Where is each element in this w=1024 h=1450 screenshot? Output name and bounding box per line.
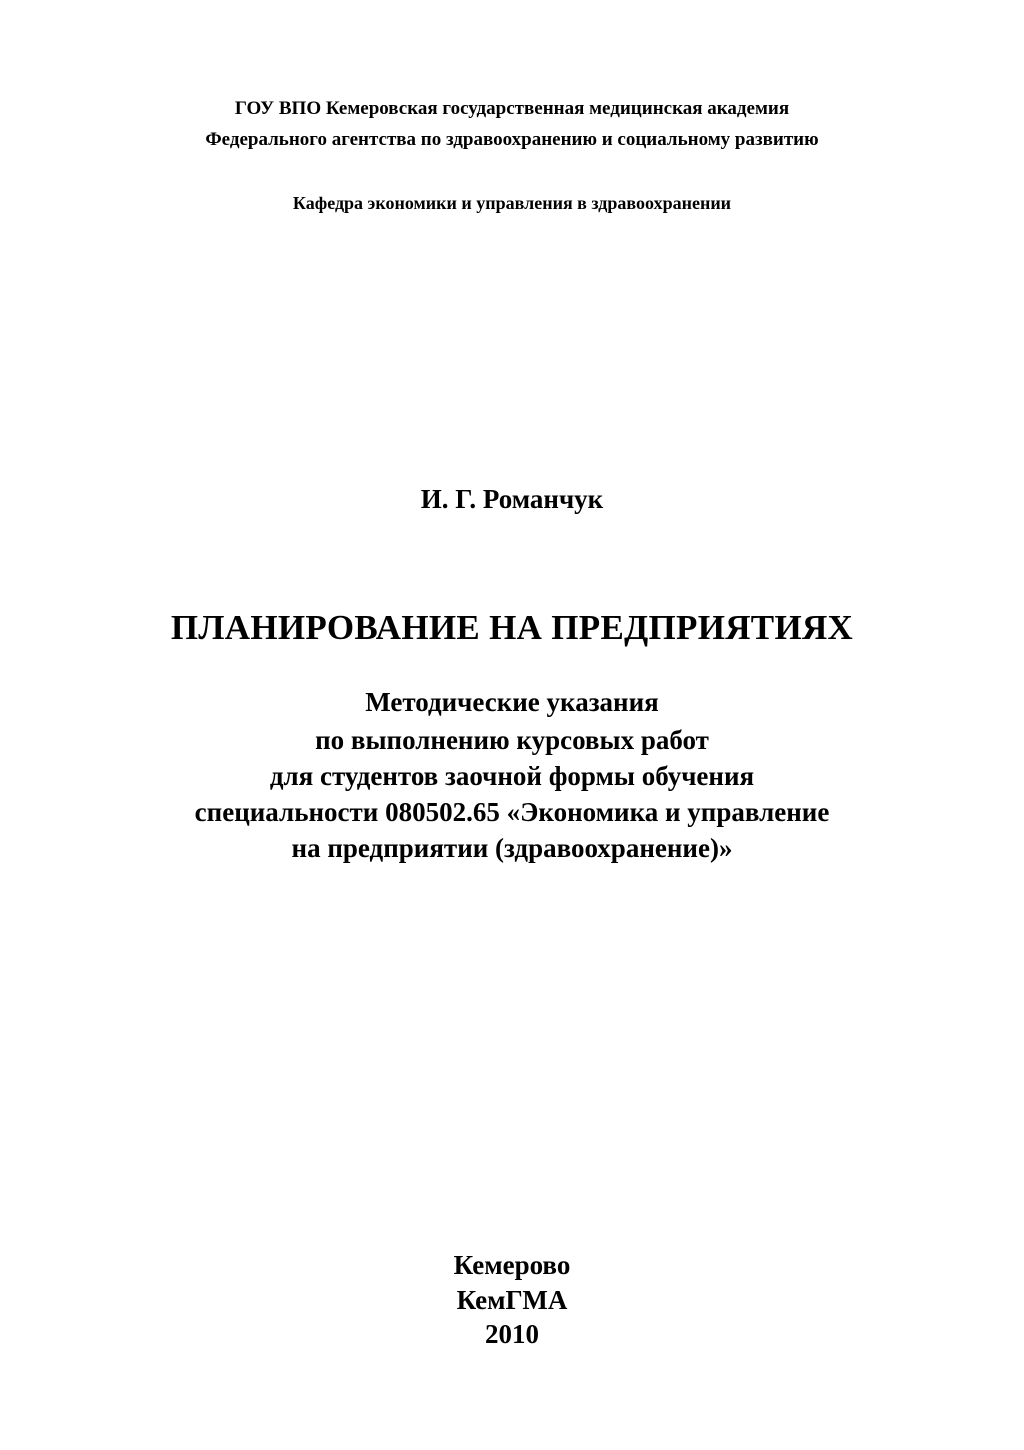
publication-city: Кемерово [453,1250,571,1280]
institution-line-2: Федерального агентства по здравоохранению и социальному развитию [205,129,819,150]
institution-line-1: ГОУ ВПО Кемеровская государственная медицинская академия [234,98,790,119]
subtitle-line: для студентов заочной формы обучения [269,761,755,791]
document-title: ПЛАНИРОВАНИЕ НА ПРЕДПРИЯТИЯХ [170,608,854,647]
publisher-name: КемГМА [456,1285,568,1315]
subtitle-line: по выполнению курсовых работ [315,725,709,755]
department-name: Кафедра экономики и управления в здравоохранении [292,193,732,213]
publication-year: 2010 [485,1319,539,1349]
subtitle-line: специальности 080502.65 «Экономика и управление [194,797,830,827]
subtitle-line: Методические указания [365,687,659,717]
author-name: И. Г. Романчук [420,484,604,514]
subtitle-line: на предприятии (здравоохранение)» [291,833,733,863]
